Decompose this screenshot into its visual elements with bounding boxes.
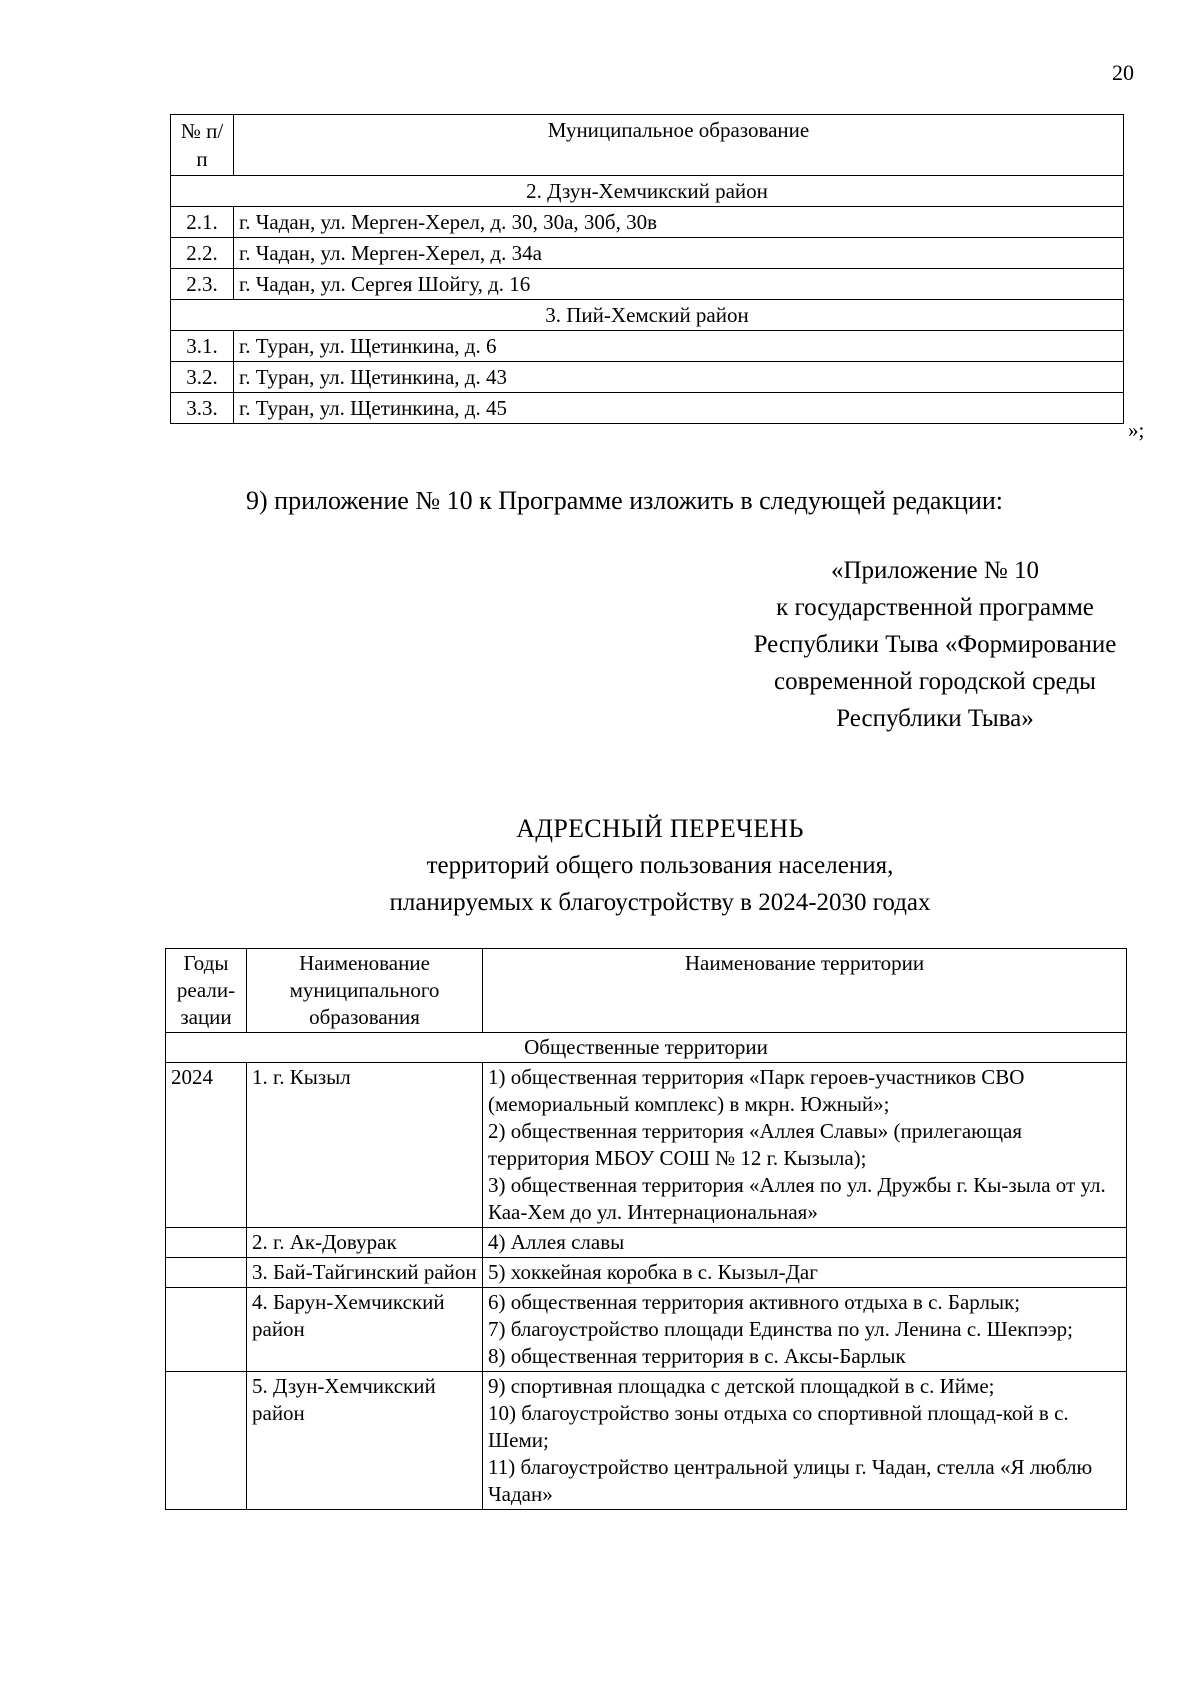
mo-cell: 1. г. Кызыл [247, 1063, 483, 1228]
table-row [171, 331, 1124, 362]
mo-cell: 3. Бай-Тайгинский район [247, 1258, 483, 1288]
row-address: г. Чадан, ул. Мерген-Херел, д. 30, 30а, 30б, 30в [234, 207, 1124, 238]
row-address: г. Туран, ул. Щетинкина, д. 43 [234, 362, 1124, 393]
territory-item: 2) общественная территория «Аллея Славы» (прилегающая территория МБОУ СОШ № 12 г. Кызыла); [488, 1119, 1023, 1170]
header-mo: Наименование муниципального образования [247, 949, 483, 1033]
appendix-line: «Приложение № 10 [830, 557, 1040, 584]
title-line: территорий общего пользования населения, [426, 852, 894, 879]
mo-cell: 4. Барун-Хемчикский район [247, 1288, 483, 1372]
row-num: 3.3. [171, 393, 234, 424]
territory-item: 8) общественная территория в с. Аксы-Барлык [488, 1344, 906, 1368]
row-num: 3.2. [171, 362, 234, 393]
table-header-row [171, 115, 1124, 176]
territory-item: 3) общественная территория «Аллея по ул. Дружбы г. Кы-зыла от ул. Каа-Хем до ул. Интернациональная» [488, 1173, 1106, 1224]
year-cell-empty [166, 1288, 247, 1372]
territory-cell [483, 1288, 1127, 1372]
appendix-line: Республики Тыва» [836, 705, 1034, 732]
table-row [166, 1372, 1127, 1510]
document-title [160, 810, 1160, 921]
section-title: 3. Пий-Хемский район [171, 300, 1124, 331]
section-row [171, 176, 1124, 207]
table-row [171, 269, 1124, 300]
row-address: г. Туран, ул. Щетинкина, д. 45 [234, 393, 1124, 424]
territory-cell [483, 1063, 1127, 1228]
mo-cell: 2. г. Ак-Довурак [247, 1228, 483, 1258]
territory-item: 11) благоустройство центральной улицы г. Чадан, стелла «Я люблю Чадан» [488, 1455, 1093, 1506]
appendix-line: Республики Тыва «Формирование [753, 631, 1117, 658]
row-num: 3.1. [171, 331, 234, 362]
header-mo: Муниципальное образование [234, 115, 1124, 176]
year-cell-empty [166, 1258, 247, 1288]
appendix-line: к государственной программе [776, 594, 1094, 621]
title-main: АДРЕСНЫЙ ПЕРЕЧЕНЬ [516, 814, 804, 843]
table-row [171, 207, 1124, 238]
section-row [171, 300, 1124, 331]
section-row [166, 1033, 1127, 1063]
header-years: Годы реали-зации [166, 949, 247, 1033]
address-list-table [165, 948, 1127, 1510]
row-num: 2.1. [171, 207, 234, 238]
amendment-paragraph: 9) приложение № 10 к Программе изложить в следующей редакции: [246, 486, 1003, 515]
title-line: планируемых к благоустройству в 2024-2030 годах [389, 889, 931, 916]
municipal-table [170, 114, 1124, 424]
territory-item: 1) общественная территория «Парк героев-участников СВО (мемориальный комплекс) в мкрн. Южный»; [488, 1065, 1025, 1116]
year-cell: 2024 [166, 1063, 247, 1228]
row-address: г. Чадан, ул. Сергея Шойгу, д. 16 [234, 269, 1124, 300]
year-cell-empty [166, 1372, 247, 1510]
table-row [166, 1258, 1127, 1288]
header-num: № п/п [171, 115, 234, 176]
table-row [166, 1063, 1127, 1228]
territory-cell [483, 1228, 1127, 1258]
table-row [166, 1288, 1127, 1372]
territory-item: 10) благоустройство зоны отдыха со спортивной площад-кой в с. Шеми; [488, 1401, 1069, 1452]
territory-cell [483, 1372, 1127, 1510]
territory-item: 6) общественная территория активного отдыха в с. Барлык; [488, 1290, 1021, 1314]
closing-quote: »; [1128, 418, 1145, 442]
year-cell-empty [166, 1228, 247, 1258]
header-territory: Наименование территории [483, 949, 1127, 1033]
row-num: 2.2. [171, 238, 234, 269]
territory-cell [483, 1258, 1127, 1288]
territory-item: 7) благоустройство площади Единства по ул. Ленина с. Шекпээр; [488, 1317, 1073, 1341]
row-address: г. Чадан, ул. Мерген-Херел, д. 34а [234, 238, 1124, 269]
table-row [171, 238, 1124, 269]
territory-item: 5) хоккейная коробка в с. Кызыл-Даг [488, 1260, 818, 1284]
table-row [166, 1228, 1127, 1258]
territory-item: 4) Аллея славы [488, 1230, 625, 1254]
page-number: 20 [1112, 60, 1134, 85]
section-title: Общественные территории [166, 1033, 1127, 1063]
table-header-row [166, 949, 1127, 1033]
row-address: г. Туран, ул. Щетинкина, д. 6 [234, 331, 1124, 362]
table-row [171, 362, 1124, 393]
appendix-line: современной городской среды [774, 668, 1096, 695]
row-num: 2.3. [171, 269, 234, 300]
table-row [171, 393, 1124, 424]
section-title: 2. Дзун-Хемчикский район [171, 176, 1124, 207]
appendix-heading [700, 552, 1170, 737]
mo-cell: 5. Дзун-Хемчикский район [247, 1372, 483, 1510]
territory-item: 9) спортивная площадка с детской площадкой в с. Ийме; [488, 1374, 995, 1398]
